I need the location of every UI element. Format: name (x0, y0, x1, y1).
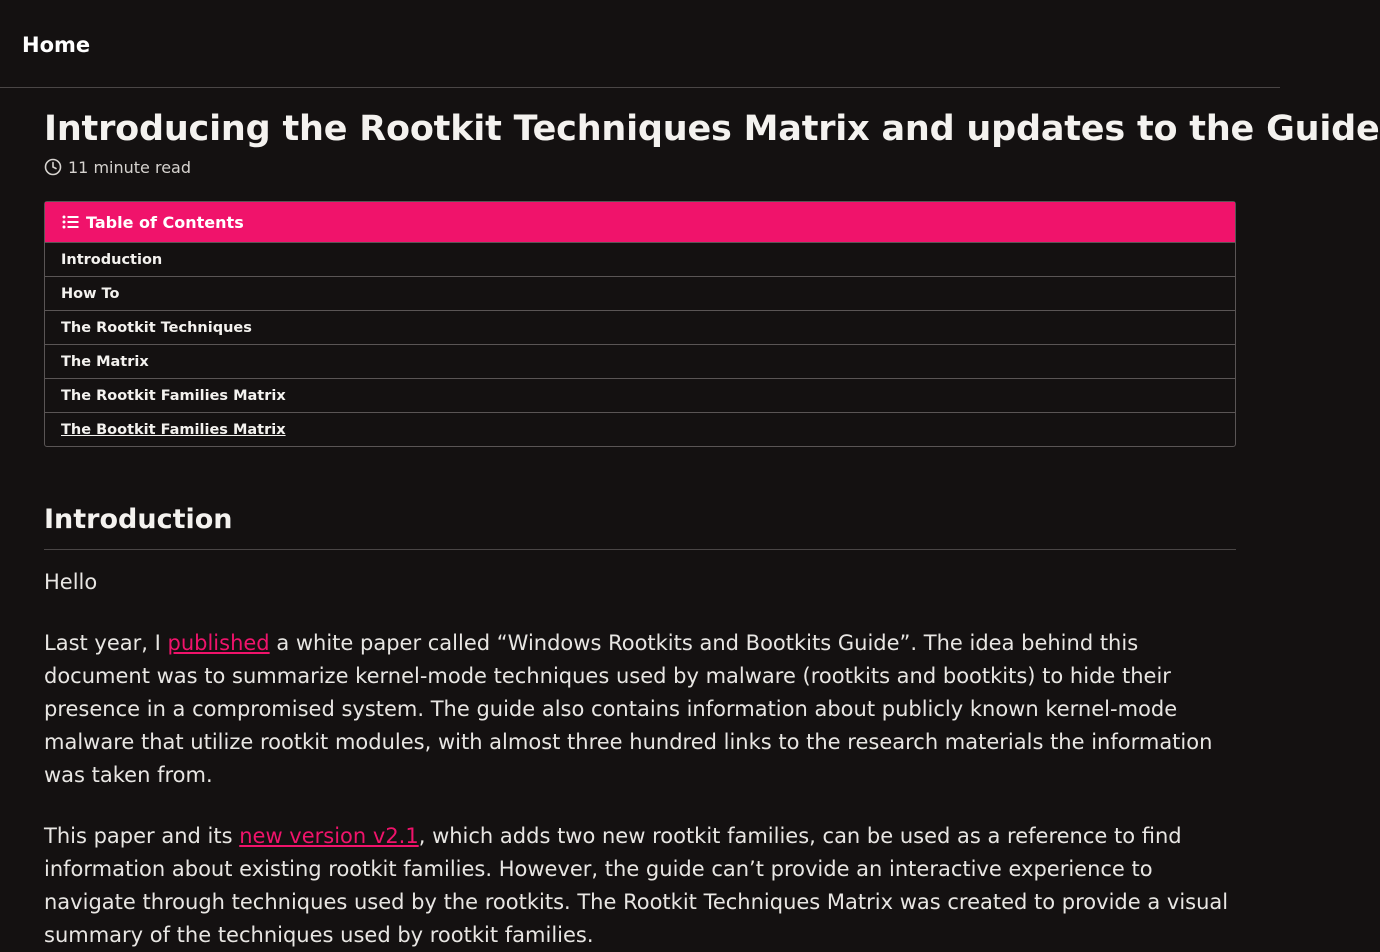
article-main (0, 107, 1380, 952)
home-link[interactable]: Home (22, 32, 91, 57)
toc-link-rootkit-techniques[interactable]: The Rootkit Techniques (61, 319, 252, 336)
new-version-link[interactable]: new version v2.1 (239, 824, 419, 848)
toc-link-how-to[interactable]: How To (61, 285, 120, 302)
paragraph-text: This paper and its (44, 824, 240, 848)
read-time-meta (44, 155, 1236, 179)
toc-item (45, 378, 1235, 412)
top-navigation-bar (0, 0, 1280, 88)
toc-link-the-matrix[interactable]: The Matrix (61, 353, 149, 370)
toc-link-bootkit-families-matrix[interactable]: The Bootkit Families Matrix (61, 421, 286, 438)
toc-item (45, 310, 1235, 344)
clock-icon (44, 158, 62, 176)
toc-item (45, 276, 1235, 310)
toc-item (45, 344, 1235, 378)
paragraph-text: a white paper called “Windows Rootkits and Bootkits Guide”. The idea behind this document was to summarize kernel-mode techniques used by malware (rootkits and bootkits) to hide their presence in a compromised system. The guide also contains information about publicly known kernel-mode malware that utilize rootkit modules, with almost three hundred links to the research materials the information was taken from. (44, 631, 1213, 787)
toc-item (45, 242, 1235, 276)
toc-link-introduction[interactable]: Introduction (61, 251, 163, 268)
read-time-text: 11 minute read (68, 157, 191, 177)
table-of-contents (44, 201, 1236, 447)
paragraph-text: Last year, I (44, 631, 168, 655)
paragraph-version (44, 820, 1236, 952)
toc-list (45, 242, 1235, 446)
list-icon (62, 214, 80, 230)
section-heading-introduction: Introduction (44, 503, 1236, 550)
paragraph-intro (44, 627, 1236, 792)
toc-item (45, 412, 1235, 446)
toc-header (45, 202, 1235, 242)
page-title: Introducing the Rootkit Techniques Matrix and updates to the Guide (44, 109, 1380, 149)
paragraph-greeting: Hello (44, 570, 98, 594)
paragraph-text: , which adds two new rootkit families, can be used as a reference to find information about existing rootkit families. However, the guide can’t provide an interactive experience to navigate through techniques used by the rootkits. The Rootkit Techniques Matrix was created to provide a visual summary of the techniques used by rootkit families. (44, 824, 1229, 947)
toc-header-label: Table of Contents (86, 212, 244, 232)
toc-link-rootkit-families-matrix[interactable]: The Rootkit Families Matrix (61, 387, 286, 404)
published-link[interactable]: published (167, 631, 270, 655)
